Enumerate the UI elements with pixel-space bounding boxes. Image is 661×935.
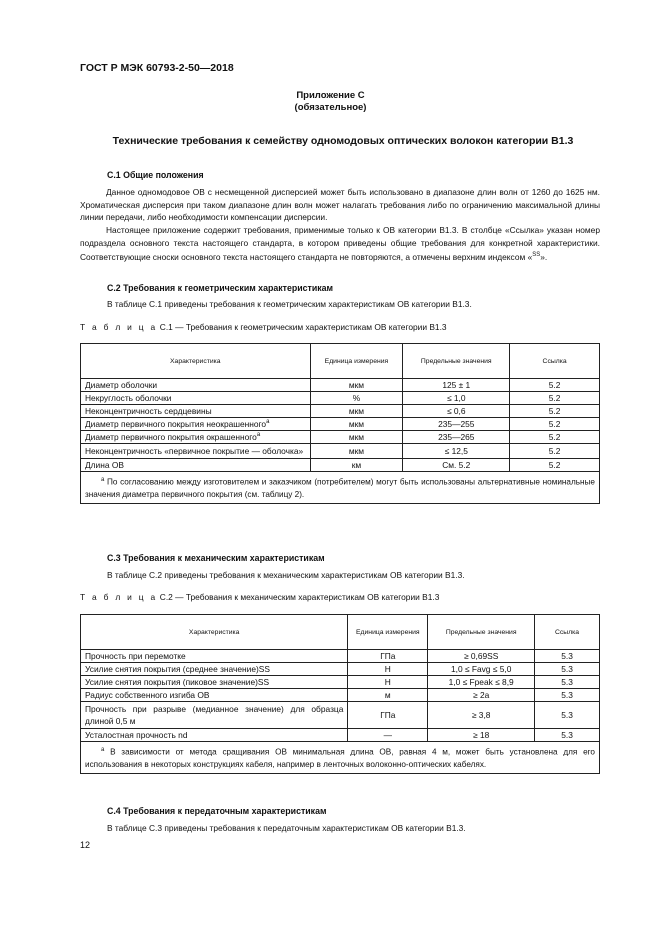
footnote-mark: a <box>266 419 270 426</box>
footnote-mark: a <box>256 432 261 439</box>
page-number: 12 <box>80 840 91 850</box>
cell-characteristic: Усталостная прочность nd <box>81 729 348 742</box>
cell-value: 1,0 ≤ Favg ≤ 5,0 <box>428 663 535 676</box>
section-c3-heading: С.3 Требования к механическим характеристикам <box>107 553 325 563</box>
section-c2-heading: С.2 Требования к геометрическим характеристикам <box>107 283 334 293</box>
cell-unit: мкм <box>310 444 403 459</box>
column-header: Единица измерения <box>348 615 428 650</box>
table-row <box>81 459 600 472</box>
cell-unit: ГПа <box>348 650 428 663</box>
table-row <box>81 392 600 405</box>
table-2 <box>80 614 600 774</box>
cell-value: ≥ 2a <box>428 689 535 702</box>
table-1-caption <box>80 322 447 332</box>
cell-value: 1,0 ≤ Fpeak ≤ 8,9 <box>428 676 535 689</box>
paragraph-text: Данное одномодовое ОВ с несмещенной дисперсией может быть использовано в диапазоне длин волн от 1260 до 1625 нм. Хроматическая дисперсия при таком диапазоне длин волн может налагать требования либо по ограничению максимальной длины линии передачи, либо необходимости компенсации дисперсии. <box>80 187 600 222</box>
cell-text: Диаметр первичного покрытия окрашенного <box>85 432 257 442</box>
cell-unit: мкм <box>310 405 403 418</box>
section-c4-intro: В таблице С.3 приведены требования к передаточным характеристикам ОВ категории В1.3. <box>107 823 466 833</box>
cell-unit: мкм <box>310 379 403 392</box>
cell-characteristic <box>81 418 311 431</box>
cell-characteristic: Некруглость оболочки <box>81 392 311 405</box>
column-header: Предельные значения <box>428 615 535 650</box>
cell-ref: 5.2 <box>510 405 600 418</box>
table-row <box>81 405 600 418</box>
note-text: В зависимости от метода сращивания ОВ минимальная длина ОВ, равная 4 м, может быть установлена для его использования в некоторых конструкциях кабеля, например в ленточных волоконно-оптических кабелях. <box>85 747 595 769</box>
table-1 <box>80 343 600 504</box>
table-row <box>81 676 600 689</box>
cell-ref: 5.2 <box>510 418 600 431</box>
cell-ref: 5.2 <box>510 431 600 444</box>
cell-unit: м <box>348 689 428 702</box>
column-header: Ссылка <box>535 615 600 650</box>
cell-value: 125 ± 1 <box>403 379 510 392</box>
cell-ref: 5.2 <box>510 392 600 405</box>
superscript: SS <box>532 252 541 258</box>
cell-text: Диаметр первичного покрытия неокрашенного <box>85 419 267 429</box>
cell-characteristic: Радиус собственного изгиба ОВ <box>81 689 348 702</box>
cell-characteristic <box>81 431 311 444</box>
cell-characteristic: Прочность при разрыве (медианное значение) для образца длиной 0,5 м <box>81 702 348 729</box>
caption-label: Т а б л и ц а <box>80 322 158 332</box>
cell-characteristic: Неконцентричность «первичное покрытие — оболочка» <box>81 444 311 459</box>
cell-value: 235—255 <box>403 418 510 431</box>
cell-characteristic: Неконцентричность сердцевины <box>81 405 311 418</box>
table-row <box>81 663 600 676</box>
table-row <box>81 689 600 702</box>
footnote-mark: a <box>101 747 105 753</box>
section-c3-intro: В таблице С.2 приведены требования к механическим характеристикам ОВ категории В1.3. <box>107 570 465 580</box>
cell-value: ≤ 0,6 <box>403 405 510 418</box>
cell-unit: Н <box>348 663 428 676</box>
caption-text: С.2 — Требования к механическим характеристикам ОВ категории В1.3 <box>157 592 440 602</box>
cell-value: ≥ 3,8 <box>428 702 535 729</box>
table-row <box>81 431 600 444</box>
cell-ref: 5.2 <box>510 459 600 472</box>
cell-unit: км <box>310 459 403 472</box>
section-c2-intro: В таблице С.1 приведены требования к геометрическим характеристикам ОВ категории В1.3. <box>107 299 472 309</box>
cell-value: ≥ 18 <box>428 729 535 742</box>
paragraph-end: ». <box>540 251 548 262</box>
cell-characteristic: Прочность при перемотке <box>81 650 348 663</box>
table-header-row <box>81 615 600 650</box>
section-c1-paragraph-1 <box>80 186 600 224</box>
column-header: Предельные значения <box>403 344 510 379</box>
cell-ref: 5.3 <box>535 689 600 702</box>
cell-ref: 5.3 <box>535 676 600 689</box>
section-c1-heading: С.1 Общие положения <box>107 170 204 180</box>
appendix-subtitle: Технические требования к семейству одномодовых оптических волокон категории В1.3 <box>112 135 574 147</box>
cell-unit: % <box>310 392 403 405</box>
cell-ref: 5.2 <box>510 444 600 459</box>
caption-text: С.1 — Требования к геометрическим характеристикам ОВ категории В1.3 <box>157 322 447 332</box>
section-c4-heading: С.4 Требования к передаточным характеристикам <box>107 806 327 816</box>
table-2-caption <box>80 592 439 602</box>
cell-value: См. 5.2 <box>403 459 510 472</box>
appendix-title: Приложение С <box>296 90 365 101</box>
table-header-row <box>81 344 600 379</box>
appendix-status: (обязательное) <box>294 102 367 113</box>
cell-value: ≥ 0,69SS <box>428 650 535 663</box>
cell-ref: 5.2 <box>510 379 600 392</box>
table-note <box>81 472 600 504</box>
table-row <box>81 444 600 459</box>
table-note-row <box>81 742 600 774</box>
cell-characteristic: Длина ОВ <box>81 459 311 472</box>
table-row <box>81 418 600 431</box>
cell-ref: 5.3 <box>535 650 600 663</box>
caption-label: Т а б л и ц а <box>80 592 158 602</box>
table-row <box>81 702 600 729</box>
cell-characteristic: Усилие снятия покрытия (пиковое значение)SS <box>81 676 348 689</box>
paragraph-text: Настоящее приложение содержит требования, применимые только к ОВ категории В1.3. В столбце «Ссылка» указан номер подраздела основного текста настоящего стандарта, в котором приведены общие требования для конкретной характеристики. Соответствующие сноски основного текста настоящего стандарта не повторяются, а отмечены верхним индексом « <box>80 225 600 262</box>
cell-value: ≤ 12,5 <box>403 444 510 459</box>
cell-ref: 5.3 <box>535 663 600 676</box>
cell-value: 235—265 <box>403 431 510 444</box>
column-header: Характеристика <box>81 344 311 379</box>
footnote-mark: a <box>101 477 105 483</box>
column-header: Ссылка <box>510 344 600 379</box>
table-note <box>81 742 600 774</box>
column-header: Единица измерения <box>310 344 403 379</box>
cell-unit: — <box>348 729 428 742</box>
cell-unit: ГПа <box>348 702 428 729</box>
cell-characteristic: Усилие снятия покрытия (среднее значение)SS <box>81 663 348 676</box>
cell-value: ≤ 1,0 <box>403 392 510 405</box>
column-header: Характеристика <box>81 615 348 650</box>
cell-unit: мкм <box>310 431 403 444</box>
table-row <box>81 650 600 663</box>
table-row <box>81 729 600 742</box>
cell-unit: Н <box>348 676 428 689</box>
standard-header: ГОСТ Р МЭК 60793-2-50—2018 <box>80 62 234 74</box>
cell-characteristic: Диаметр оболочки <box>81 379 311 392</box>
table-note-row <box>81 472 600 504</box>
note-text: По согласованию между изготовителем и заказчиком (потребителем) могут быть использованы альтернативные номинальные значения диаметра первичного покрытия (см. таблицу 2). <box>85 477 595 499</box>
cell-ref: 5.3 <box>535 729 600 742</box>
cell-ref: 5.3 <box>535 702 600 729</box>
table-row <box>81 379 600 392</box>
cell-unit: мкм <box>310 418 403 431</box>
section-c1-paragraph-2 <box>80 224 600 263</box>
